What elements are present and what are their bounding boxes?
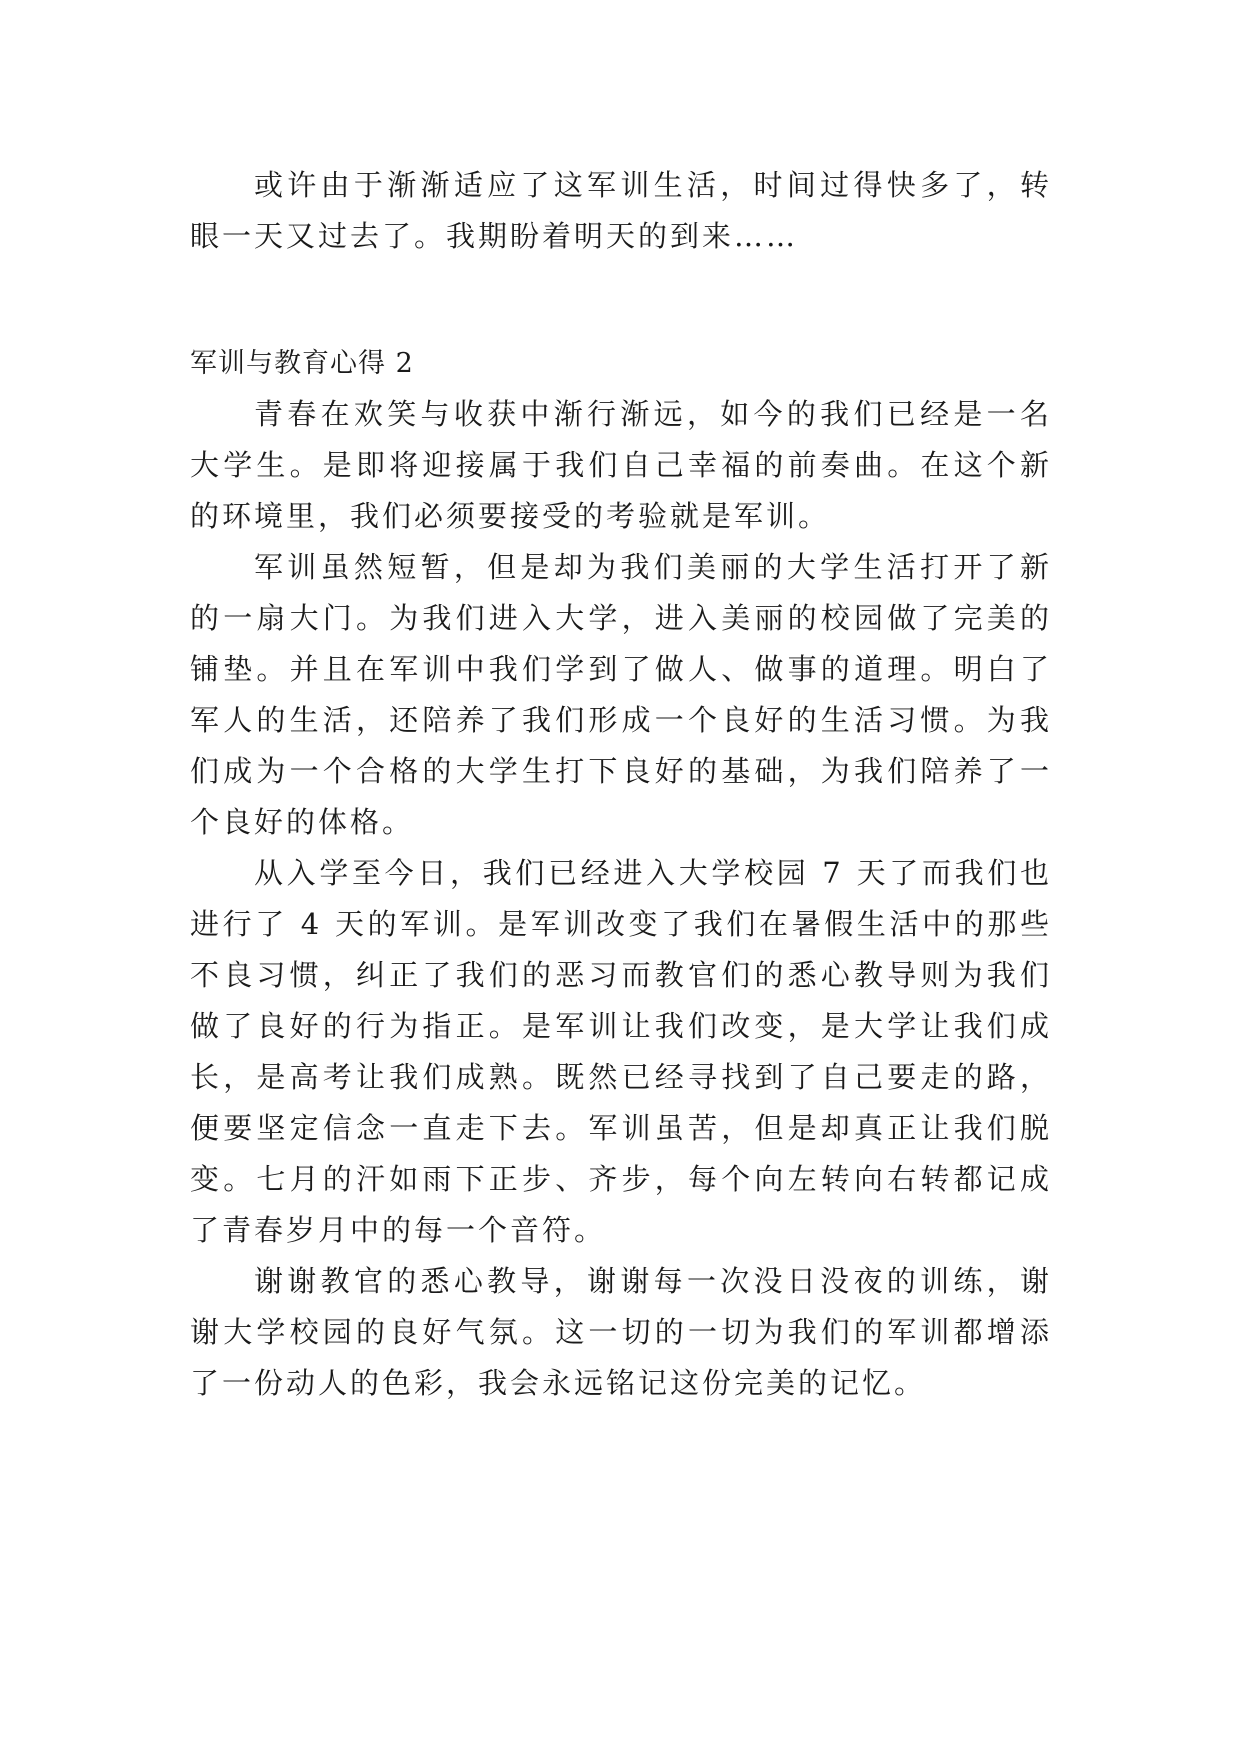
section-title: 军训与教育心得 2 [190, 348, 414, 379]
paragraph-3: 从入学至今日，我们已经进入大学校园 7 天了而我们也进行了 4 天的军训。是军训改变了我们在暑假生活中的那些不良习惯，纠正了我们的恶习而教官们的悉心教导则为我们做了良好的行为指正。是军训让我们改变，是大学让我们成长，是高考让我们成熟。既然已经寻找到了自己要走的路，便要坚定信念一直走下去。军训虽苦，但是却真正让我们脱变。七月的汗如雨下正步、齐步，每个向左转向右转都记成了青春岁月中的每一个音符。 [190, 856, 1052, 1247]
paragraph-1: 青春在欢笑与收获中渐行渐远，如今的我们已经是一名大学生。是即将迎接属于我们自己幸福的前奏曲。在这个新的环境里，我们必须要接受的考验就是军训。 [190, 397, 1052, 533]
paragraph-2: 军训虽然短暂，但是却为我们美丽的大学生活打开了新的一扇大门。为我们进入大学，进入美丽的校园做了完美的铺垫。并且在军训中我们学到了做人、做事的道理。明白了军人的生活，还陪养了我们形成一个良好的生活习惯。为我们成为一个合格的大学生打下良好的基础，为我们陪养了一个良好的体格。 [190, 550, 1052, 839]
intro-paragraph: 或许由于渐渐适应了这军训生活，时间过得快多了，转眼一天又过去了。我期盼着明天的到来…… [190, 168, 1052, 253]
paragraph-4: 谢谢教官的悉心教导，谢谢每一次没日没夜的训练，谢谢大学校园的良好气氛。这一切的一切为我们的军训都增添了一份动人的色彩，我会永远铭记这份完美的记忆。 [190, 1264, 1052, 1400]
document-body [190, 160, 1052, 1409]
